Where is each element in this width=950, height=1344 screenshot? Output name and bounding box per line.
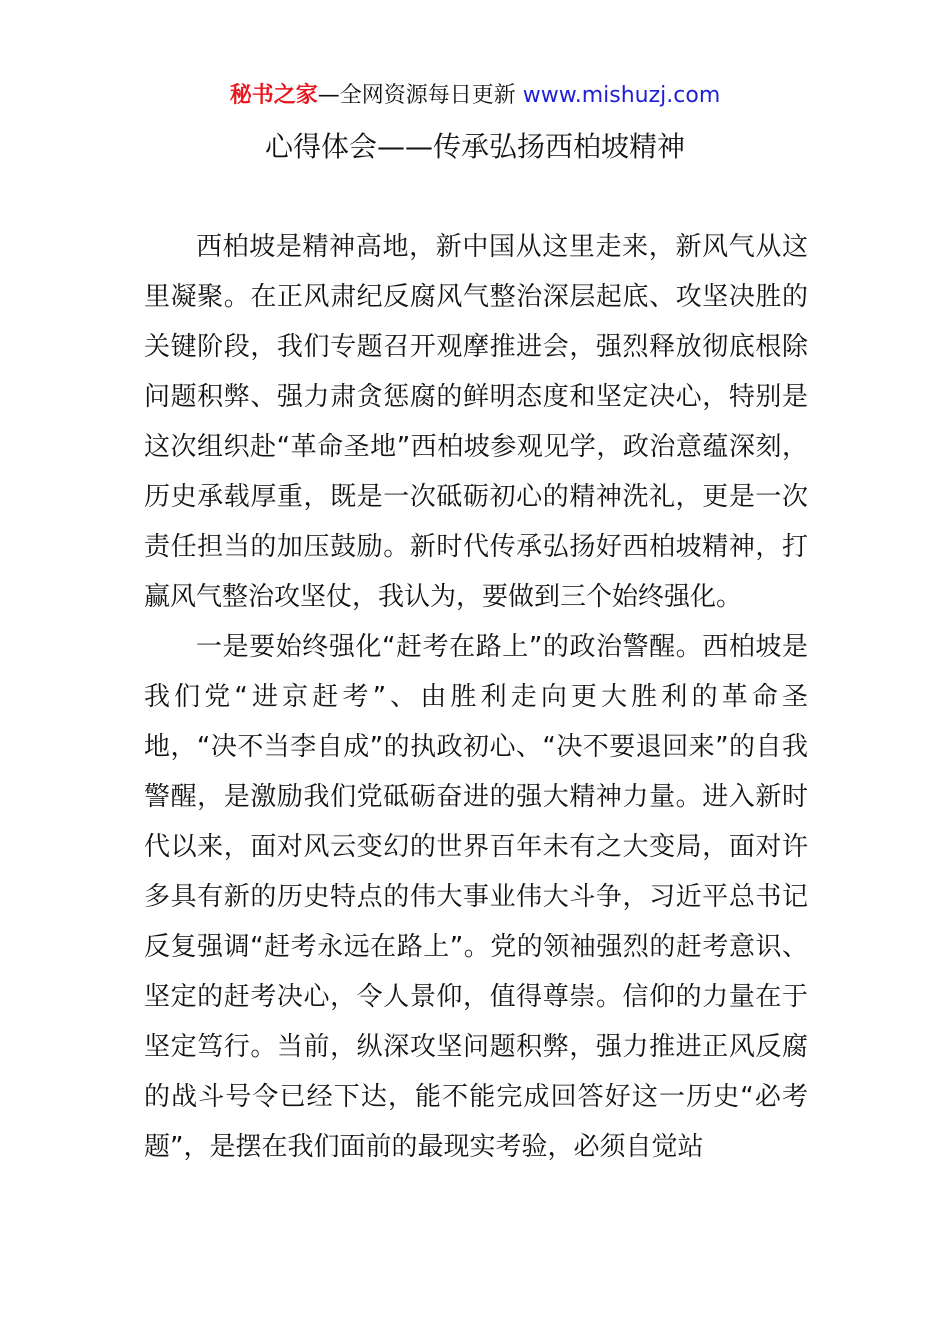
paragraph-intro: 西柏坡是精神高地，新中国从这里走来，新风气从这里凝聚。在正风肃纪反腐风气整治深层起底、攻坚决胜的关键阶段，我们专题召开观摩推进会，强烈释放彻底根除问题积弊、强力肃贪惩腐的鲜明态度和坚定决心，特别是这次组织赴“革命圣地”西柏坡参观见学，政治意蕴深刻，历史承载厚重，既是一次砥砺初心的精神洗礼，更是一次责任担当的加压鼓励。新时代传承弘扬好西柏坡精神，打赢风气整治攻坚仗，我认为，要做到三个始终强化。 <box>144 232 808 612</box>
site-brand: 秘书之家 <box>229 83 318 108</box>
site-tagline: —全网资源每日更新 <box>317 83 516 108</box>
document-body <box>144 222 808 1172</box>
site-url-link[interactable]: www.mishuzj.com <box>522 83 721 108</box>
document-title: 心得体会——传承弘扬西柏坡精神 <box>264 130 685 163</box>
paragraph-point-one: 一是要始终强化“赶考在路上”的政治警醒。西柏坡是我们党“进京赶考”、由胜利走向更大胜利的革命圣地，“决不当李自成”的执政初心、“决不要退回来”的自我警醒，是激励我们党砥砺奋进的强大精神力量。进入新时代以来，面对风云变幻的世界百年未有之大变局，面对许多具有新的历史特点的伟大事业伟大斗争，习近平总书记反复强调“赶考永远在路上”。党的领袖强烈的赶考意识、坚定的赶考决心，令人景仰，值得尊崇。信仰的力量在于坚定笃行。当前，纵深攻坚问题积弊，强力推进正风反腐的战斗号令已经下达，能不能完成回答好这一历史“必考题”，是摆在我们面前的最现实考验，必须自觉站 <box>144 632 808 1162</box>
site-header <box>0 80 950 112</box>
